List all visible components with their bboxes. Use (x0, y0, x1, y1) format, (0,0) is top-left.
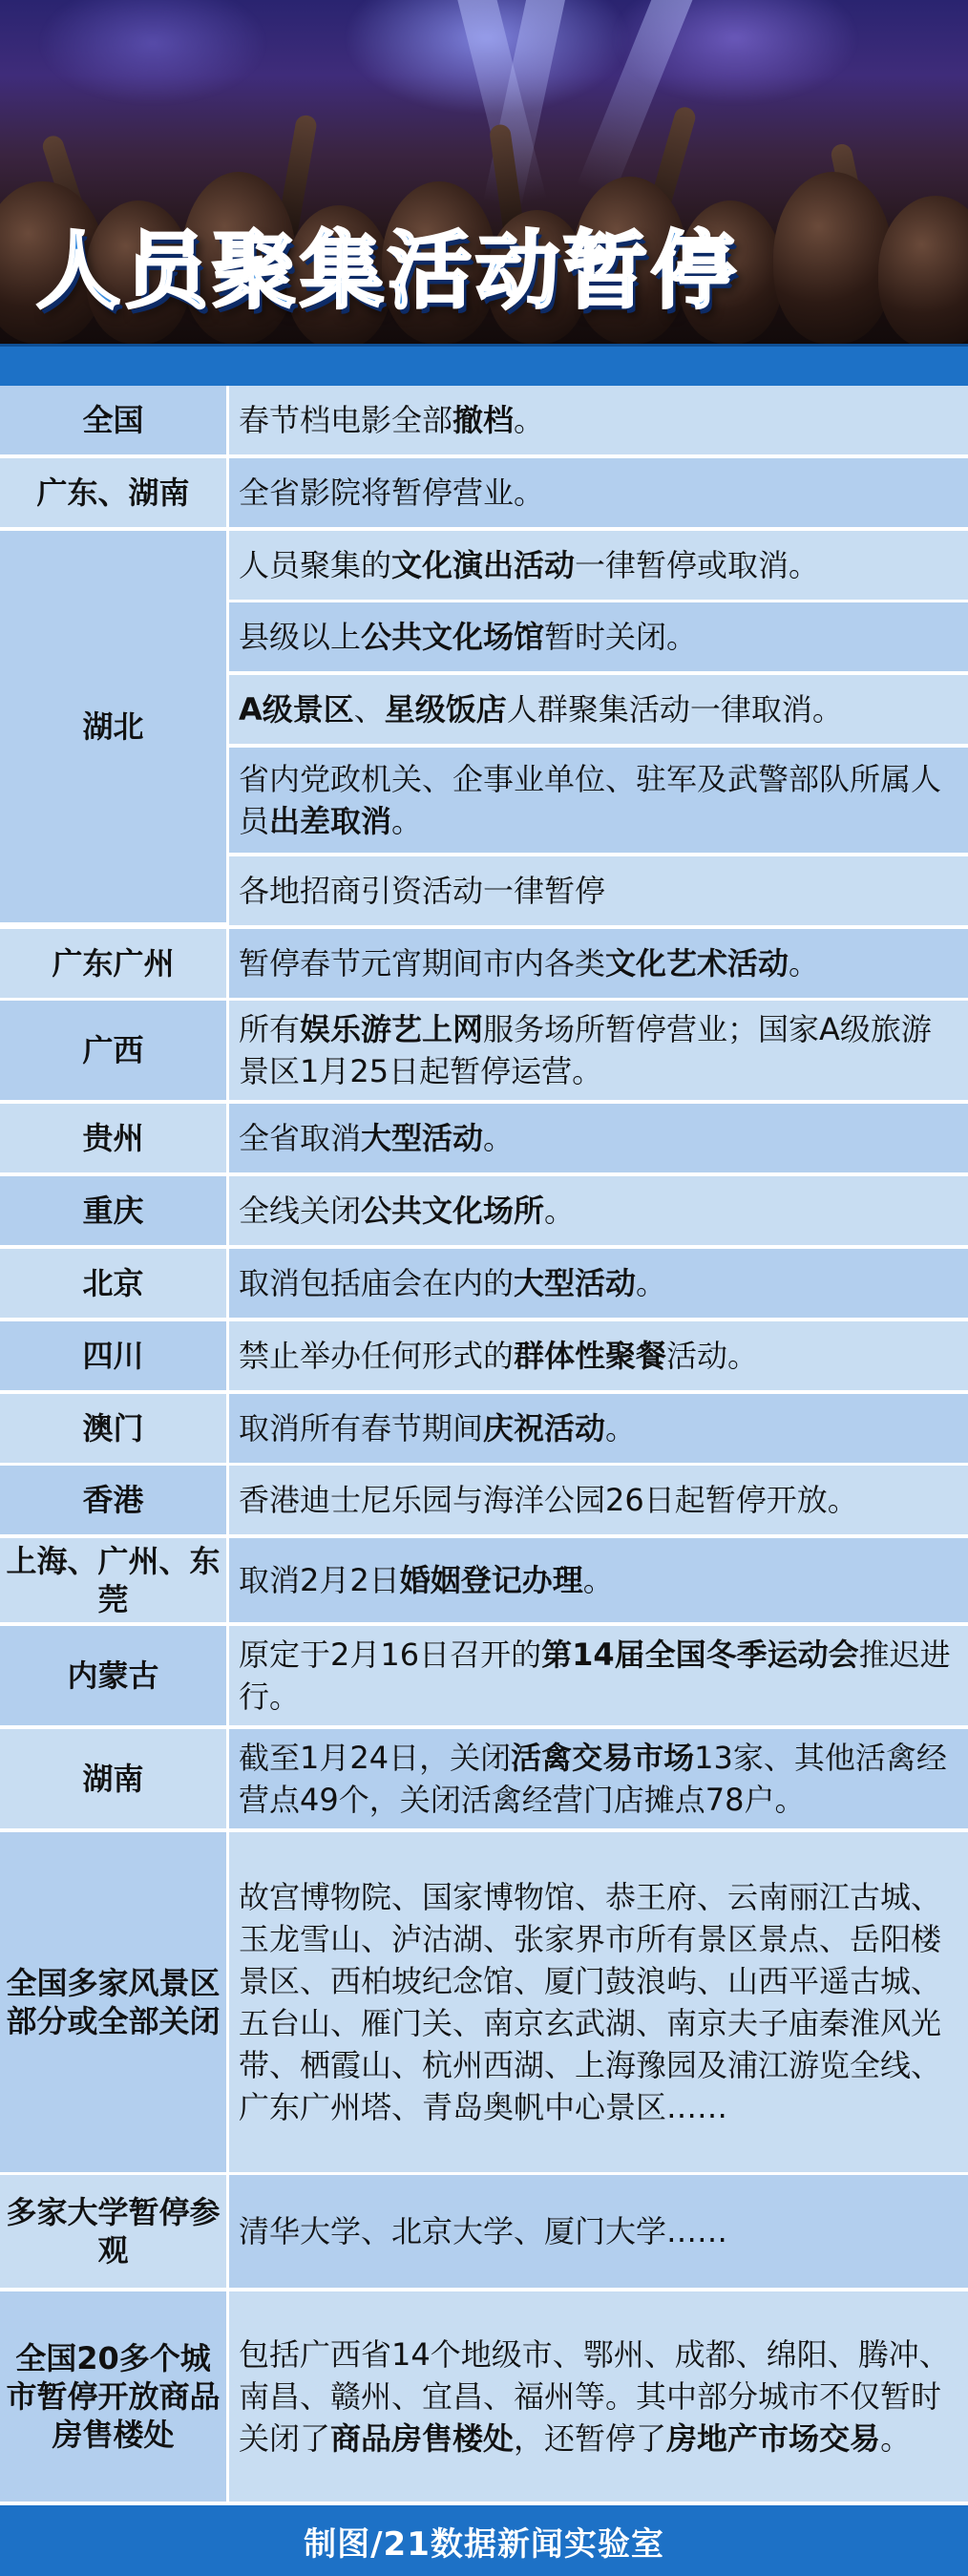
measure-text: 春节档电影全部撤档。 (239, 402, 545, 438)
measure-cell (229, 2175, 968, 2291)
measure-cell (229, 675, 968, 747)
measure-text: 禁止举办任何形式的群体性聚餐活动。 (239, 1337, 759, 1374)
measure-cell (229, 1394, 968, 1466)
measure-text: 取消包括庙会在内的大型活动。 (239, 1264, 667, 1301)
measure-text: 县级以上公共文化场馆暂时关闭。 (239, 619, 698, 656)
region-cell: 北京 (0, 1249, 229, 1320)
measure-text: 清华大学、北京大学、厦门大学…… (239, 2213, 728, 2250)
region-cell: 湖北 (0, 531, 229, 925)
measure-cell (229, 1249, 968, 1320)
measures-table (0, 386, 968, 2505)
banner-crowd-image (0, 0, 968, 344)
banner-title: 人员聚集活动暂停 (36, 222, 740, 320)
measure-text: 所有娱乐游艺上网服务场所暂停营业；国家A级旅游景区1月25日起暂停运营。 (239, 1011, 932, 1090)
measure-cell (229, 1729, 968, 1831)
measure-cell (229, 2291, 968, 2504)
measure-cell (229, 1538, 968, 1625)
region-cell: 全国20多个城市暂停开放商品房售楼处 (0, 2291, 229, 2504)
measure-text: 全省取消大型活动。 (239, 1120, 515, 1157)
region-cell: 全国 (0, 386, 229, 457)
region-cell: 内蒙古 (0, 1626, 229, 1728)
measure-cell (229, 929, 968, 1001)
measure-text: 截至1月24日，关闭活禽交易市场13家、其他活禽经营点49个，关闭活禽经营门店摊点78户。 (239, 1739, 947, 1818)
measure-text: 取消所有春节期间庆祝活动。 (239, 1409, 637, 1446)
measure-text: 故宫博物院、国家博物馆、恭王府、云南丽江古城、玉龙雪山、泸沽湖、张家界市所有景区景点、岳阳楼景区、西柏坡纪念馆、厦门鼓浪屿、山西平遥古城、五台山、雁门关、南京玄武湖、南京夫子庙秦淮风光带、栖霞山、杭州西湖、上海豫园及浦江游览全线、广东广州塔、青岛奥帆中心景区…… (239, 1878, 942, 2125)
measure-cell (229, 1466, 968, 1537)
measure-cell (229, 1832, 968, 2175)
measure-text: A级景区、星级饭店人群聚集活动一律取消。 (239, 691, 843, 728)
region-cell: 四川 (0, 1321, 229, 1393)
measure-text: 暂停春节元宵期间市内各类文化艺术活动。 (239, 944, 820, 982)
region-cell: 多家大学暂停参观 (0, 2175, 229, 2291)
measure-cell (229, 856, 968, 928)
measure-cell (229, 1104, 968, 1175)
region-cell: 广东、湖南 (0, 458, 229, 530)
measure-text: 省内党政机关、企事业单位、驻军及武警部队所属人员出差取消。 (239, 761, 942, 839)
region-cell: 重庆 (0, 1176, 229, 1248)
region-cell: 澳门 (0, 1394, 229, 1466)
measure-cell (229, 386, 968, 457)
measure-cell (229, 458, 968, 530)
measure-text: 香港迪士尼乐园与海洋公园26日起暂停开放。 (239, 1482, 858, 1519)
measure-text: 人员聚集的文化演出活动一律暂停或取消。 (239, 546, 820, 583)
region-cell: 广西 (0, 1001, 229, 1103)
footer-credit: 制图/21数据新闻实验室 (0, 2505, 968, 2576)
header-divider-bar (0, 344, 968, 386)
measure-text: 取消2月2日婚姻登记办理。 (239, 1562, 614, 1599)
measure-cell (229, 531, 968, 602)
measure-cell (229, 602, 968, 674)
measure-text: 全省影院将暂停营业。 (239, 474, 545, 511)
measure-cell (229, 1626, 968, 1728)
region-cell: 湖南 (0, 1729, 229, 1831)
measure-text: 全线关闭公共文化场所。 (239, 1193, 576, 1230)
region-cell: 广东广州 (0, 929, 229, 1001)
measure-text: 原定于2月16日召开的第14届全国冬季运动会推迟进行。 (239, 1636, 951, 1715)
measure-cell (229, 748, 968, 855)
measure-cell (229, 1176, 968, 1248)
measure-cell (229, 1001, 968, 1103)
measure-cell (229, 1321, 968, 1393)
measure-text: 包括广西省14个地级市、鄂州、成都、绵阳、腾冲、南昌、赣州、宜昌、福州等。其中部分城市不仅暂时关闭了商品房售楼处，还暂停了房地产市场交易。 (239, 2336, 950, 2458)
region-cell: 全国多家风景区部分或全部关闭 (0, 1832, 229, 2175)
region-cell: 香港 (0, 1466, 229, 1537)
region-cell: 贵州 (0, 1104, 229, 1175)
region-cell: 上海、广州、东莞 (0, 1538, 229, 1625)
measure-text: 各地招商引资活动一律暂停 (239, 872, 606, 909)
